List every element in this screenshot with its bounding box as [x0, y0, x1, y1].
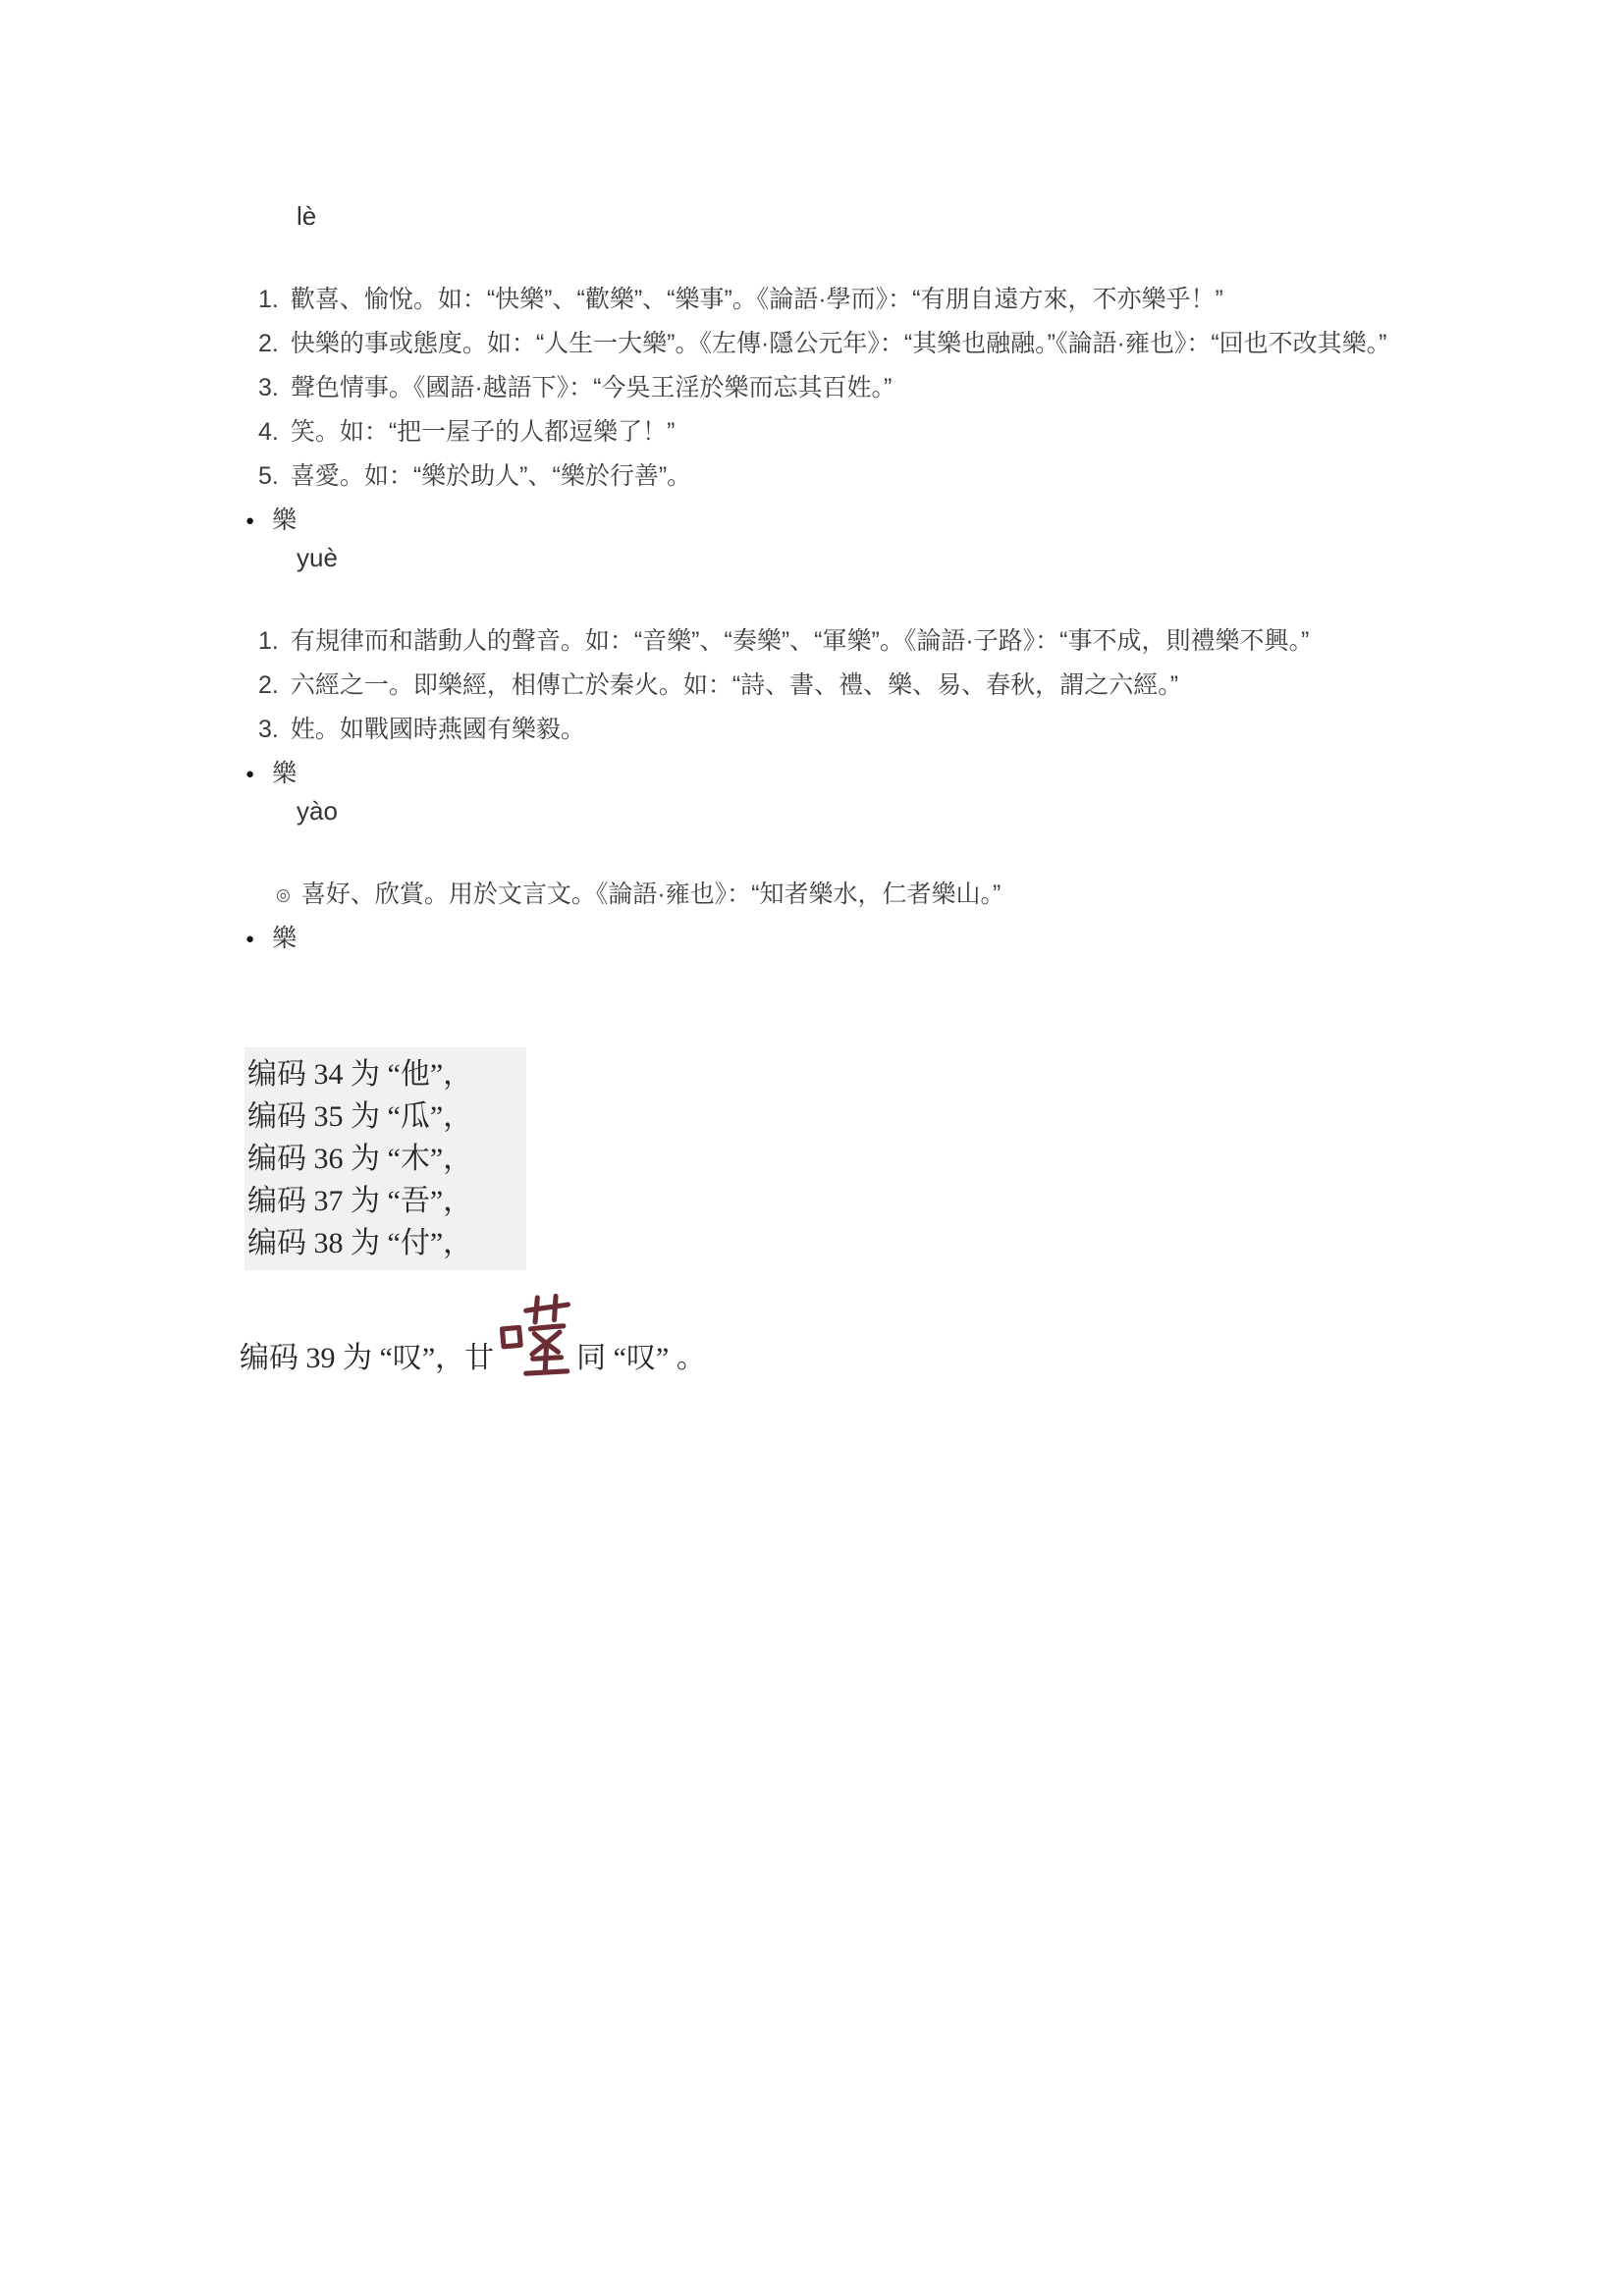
list-item [240, 322, 1463, 366]
item-text: 有規律而和諧動人的聲音。如：“音樂”、“奏樂”、“軍樂”。《論語·子路》：“事不成，則禮樂不興。” [290, 627, 1310, 655]
item-number: 1. [258, 627, 279, 655]
item-number: 3. [258, 716, 279, 743]
item-number: 5. [258, 462, 279, 490]
entry-character: 樂 [272, 507, 298, 534]
final-line-prefix: 编码 39 为 “叹”，廿 [240, 1342, 495, 1374]
item-text: 歡喜、愉悅。如：“快樂”、“歡樂”、“樂事”。《論語·學而》：“有朋自遠方來，不亦樂乎！” [290, 286, 1223, 313]
encoding-line: 编码 37 为 “吾”， [247, 1185, 473, 1217]
entry-bullet-row [245, 499, 1463, 543]
definition-list-yue [240, 619, 1463, 752]
encoding-line: 编码 34 为 “他”， [247, 1058, 473, 1091]
list-item [240, 454, 1463, 499]
list-item [240, 708, 1463, 752]
pinyin-yue: yuè [297, 543, 338, 572]
encoding-block [244, 1047, 526, 1270]
list-item [240, 366, 1463, 410]
list-item [240, 410, 1463, 454]
list-item [240, 664, 1463, 708]
bullet-icon: ● [245, 931, 255, 947]
entry-bullet-row [245, 917, 1463, 961]
item-number: 4. [258, 418, 279, 446]
list-item [240, 619, 1463, 664]
item-number: 2. [258, 330, 279, 357]
item-number: 2. [258, 671, 279, 699]
item-text: 喜好、欣賞。用於文言文。《論語·雍也》：“知者樂水，仁者樂山。” [300, 881, 1001, 908]
entry-character: 樂 [272, 760, 298, 787]
encoding-final-line [240, 1292, 1463, 1383]
final-line-suffix: 同 “叹” 。 [576, 1342, 706, 1374]
definition-list-le [240, 278, 1463, 499]
entry-character: 樂 [272, 925, 298, 952]
item-text: 聲色情事。《國語·越語下》：“今吳王淫於樂而忘其百姓。” [290, 374, 893, 401]
entry-bullet-row [245, 752, 1463, 796]
single-definition [240, 873, 1463, 917]
encoding-line: 编码 36 为 “木”， [247, 1143, 473, 1175]
pinyin-le: lè [297, 201, 317, 231]
item-number: 3. [258, 374, 279, 401]
encoding-line: 编码 38 为 “付”， [247, 1227, 473, 1259]
encoding-line: 编码 35 为 “瓜”， [247, 1100, 473, 1133]
item-text: 姓。如戰國時燕國有樂毅。 [290, 716, 585, 743]
bullet-icon: ● [245, 512, 255, 529]
handwritten-tan-variant-glyph-image [497, 1292, 573, 1383]
item-text: 快樂的事或態度。如：“人生一大樂”。《左傳·隱公元年》：“其樂也融融。”《論語·雍也》：“回也不改其樂。” [290, 330, 1387, 357]
circled-ring-icon: ◎ [276, 885, 291, 904]
item-text: 笑。如：“把一屋子的人都逗樂了！” [290, 418, 676, 446]
item-text: 六經之一。即樂經，相傳亡於秦火。如：“詩、書、禮、樂、易、春秋，謂之六經。” [290, 671, 1179, 699]
item-number: 1. [258, 286, 279, 313]
bullet-icon: ● [245, 766, 255, 782]
pinyin-yao: yào [297, 796, 338, 826]
list-item [240, 278, 1463, 322]
item-text: 喜愛。如：“樂於助人”、“樂於行善”。 [290, 462, 692, 490]
